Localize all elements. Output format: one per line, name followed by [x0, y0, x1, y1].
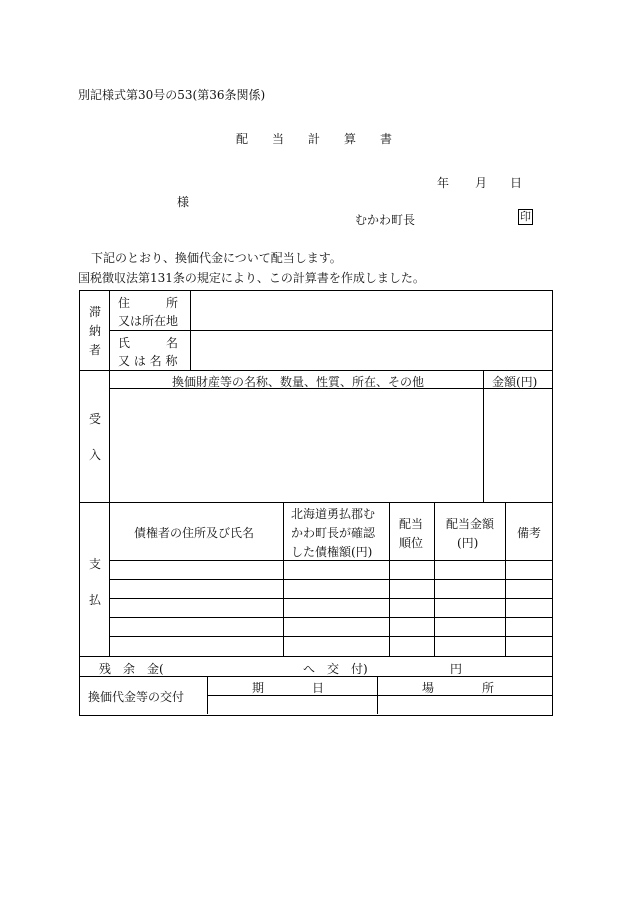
remarks-header: 備考	[517, 526, 542, 540]
seal-mark: 印	[520, 210, 531, 223]
date-month-label: 月	[475, 176, 488, 190]
divider	[190, 290, 191, 370]
divider	[109, 290, 110, 656]
divider	[389, 502, 390, 656]
divider	[79, 656, 552, 657]
name-label: 氏 名	[118, 336, 179, 350]
delinquent-label-char: 滞	[89, 305, 102, 319]
divider	[283, 502, 284, 656]
divider	[505, 502, 506, 656]
remainder-label: 残 余 金(	[99, 662, 164, 676]
divider	[110, 598, 552, 599]
divider	[79, 502, 552, 503]
amount-header: 金額(円)	[492, 375, 538, 389]
payment-label-char: 払	[89, 593, 102, 607]
dividend-amount-header: (円)	[457, 536, 479, 550]
form-reference: 別記様式第30号の53(第36条関係)	[78, 88, 266, 102]
issuer-name: むかわ町長	[355, 213, 416, 227]
rank-header: 順位	[399, 536, 424, 550]
divider	[110, 330, 552, 331]
divider	[110, 560, 552, 561]
remainder-delivery: へ 交 付)	[303, 662, 368, 676]
address-label: 住 所	[118, 296, 179, 310]
confirmed-amount-header: かわ町長が確認	[291, 526, 376, 540]
creditor-header: 債権者の住所及び氏名	[134, 526, 255, 540]
divider	[207, 676, 208, 714]
delivery-label: 換価代金等の交付	[88, 690, 185, 704]
delinquent-label-char: 者	[89, 343, 102, 357]
divider	[434, 502, 435, 656]
intro-line-2: 国税徴収法第131条の規定により、この計算書を作成しました。	[78, 271, 425, 285]
confirmed-amount-header: 北海道勇払郡む	[291, 507, 376, 521]
addressee-suffix: 様	[177, 195, 190, 209]
divider	[110, 636, 552, 637]
confirmed-amount-header: した債権額(円)	[291, 545, 373, 559]
payment-label-char: 支	[89, 557, 102, 571]
date-year-label: 年	[437, 176, 450, 190]
divider	[483, 370, 484, 502]
delivery-place-header: 場 所	[422, 681, 495, 695]
address-label-alt: 又は所在地	[118, 314, 179, 328]
date-day-label: 日	[510, 176, 523, 190]
divider	[110, 579, 552, 580]
property-header: 換価財産等の名称、数量、性質、所在、その他	[172, 375, 425, 389]
remainder-yen: 円	[450, 662, 463, 676]
divider	[377, 676, 378, 714]
delinquent-label-char: 納	[89, 324, 102, 338]
divider	[79, 370, 552, 371]
receipt-label-char: 入	[89, 448, 102, 462]
intro-line-1: 下記のとおり、換価代金について配当します。	[91, 251, 342, 265]
rank-header: 配当	[399, 517, 424, 531]
delivery-date-header: 期 日	[252, 681, 325, 695]
receipt-label-char: 受	[89, 412, 102, 426]
document-title: 配 当 計 算 書	[236, 132, 399, 146]
divider	[110, 617, 552, 618]
name-label-alt: 又 は 名 称	[118, 354, 178, 368]
dividend-amount-header: 配当金額	[446, 517, 495, 531]
